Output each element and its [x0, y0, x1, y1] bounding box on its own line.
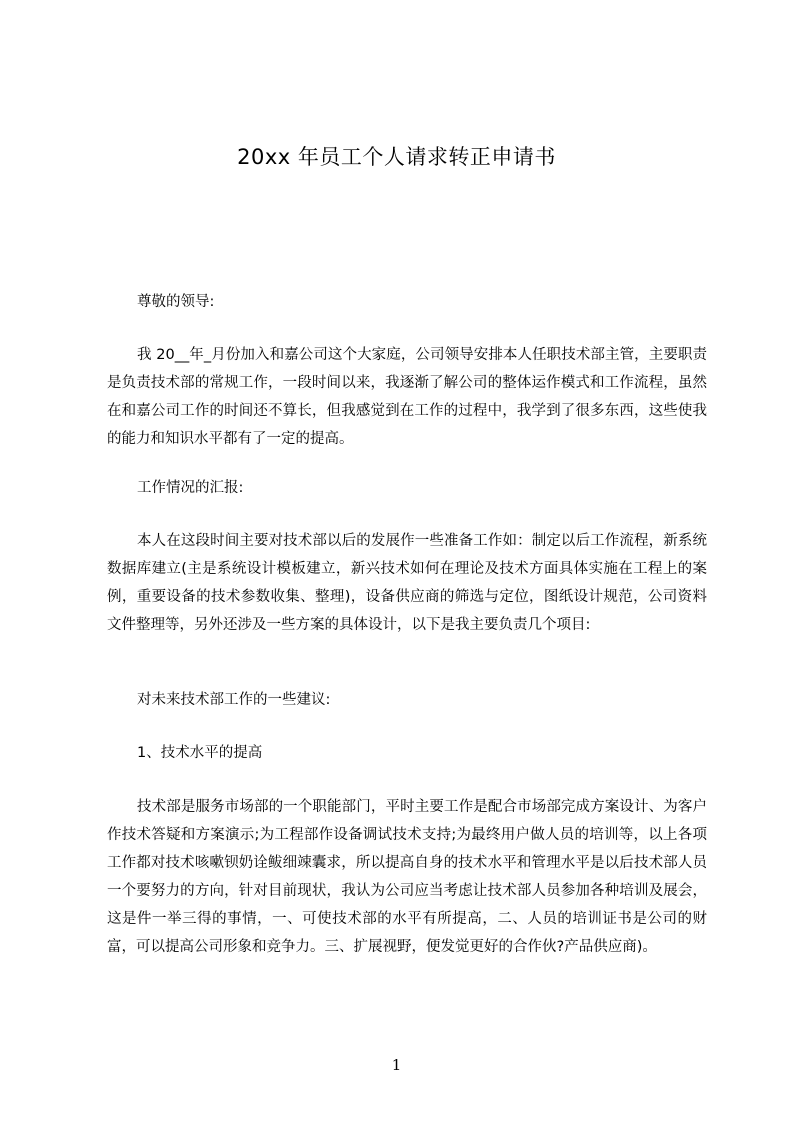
document-title: 20xx 年员工个人请求转正申请书: [237, 145, 556, 169]
salutation: 尊敬的领导:: [137, 294, 215, 310]
paragraph-tech-level: 技术部是服务市场部的一个职能部门，平时主要工作是配合市场部完成方案设计、为客户作技术答疑和方案演示;为工程部作设备调试技术支持;为最终用户做人员的培训等，以上各项工作都对技术咳嗽钡奶诠鲅细竦囊求，所以提高自身的技术水平和管理水平是以后技术部人员一个要努力的方向，针对目前现状，我认为公司应当考虑让技术部人员参加各种培训及展会，这是件一举三得的事情，一、可使技术部的水平有所提高，二、人员的培训证书是公司的财富，可以提高公司形象和竞争力。三、扩展视野，便发觉更好的合作伙?产品供应商)。: [107, 799, 707, 955]
heading-tech-level: 1、技术水平的提高: [137, 745, 263, 761]
paragraph-work-report: 本人在这段时间主要对技术部以后的发展作一些准备工作如：制定以后工作流程，新系统数据库建立(主是系统设计模板建立，新兴技术如何在理论及技术方面具体实施在工程上的案例，重要设备的技术参数收集、整理)，设备供应商的筛选与定位，图纸设计规范，公司资料文件整理等，另外还涉及一些方案的具体设计，以下是我主要负责几个项目:: [107, 533, 707, 633]
heading-work-report: 工作情况的汇报:: [137, 480, 244, 496]
paragraph-intro: 我 20__年_月份加入和嘉公司这个大家庭，公司领导安排本人任职技术部主管，主要职责是负责技术部的常规工作，一段时间以来，我逐渐了解公司的整体运作模式和工作流程，虽然在和嘉公司工作的时间还不算长，但我感觉到在工作的过程中，我学到了很多东西，这些使我的能力和知识水平都有了一定的提高。: [107, 347, 707, 447]
page-number: 1: [391, 1056, 402, 1074]
heading-suggestions: 对未来技术部工作的一些建议:: [137, 692, 331, 708]
